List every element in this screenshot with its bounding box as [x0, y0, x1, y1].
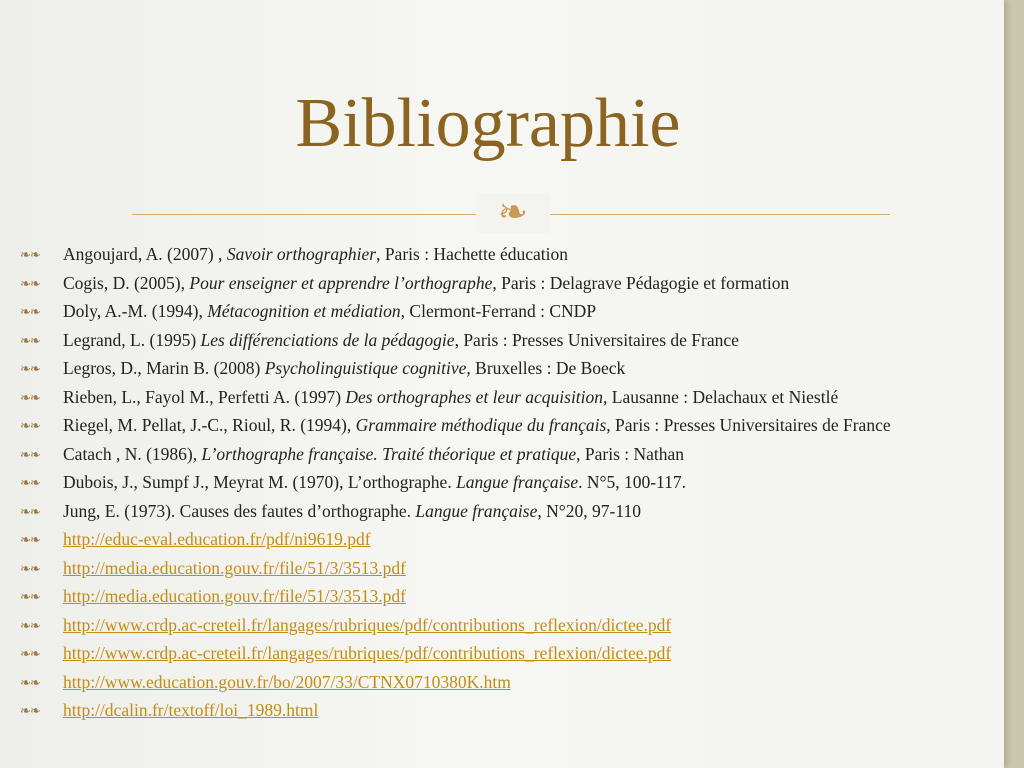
- reference-authors: Cogis, D. (2005),: [63, 272, 190, 293]
- list-item: [20, 557, 995, 580]
- floral-bullet-icon: ❧❧: [20, 390, 40, 406]
- slide-title: Bibliographie: [295, 85, 681, 162]
- floral-bullet-icon: ❧❧: [20, 561, 40, 577]
- list-item: [20, 585, 995, 608]
- floral-bullet-icon: ❧❧: [20, 533, 40, 548]
- list-item: [20, 272, 995, 295]
- reference-authors: Catach , N. (1986),: [63, 443, 202, 464]
- reference-publisher: , Paris : Delagrave Pédagogie et formation: [492, 272, 790, 293]
- floral-bullet-icon: ❧❧: [20, 362, 40, 377]
- reference-title: Pour enseigner et apprendre l’orthographe: [189, 272, 493, 293]
- list-item: [20, 528, 995, 551]
- reference-title: Métacognition et médiation: [207, 301, 401, 321]
- reference-title: Langue française: [456, 472, 579, 492]
- reference-title: Psycholinguistique cognitive: [264, 358, 467, 378]
- reference-title: Savoir orthographier: [226, 244, 377, 264]
- reference-authors: Jung, E. (1973). Causes des fautes d’orthographe.: [63, 500, 416, 521]
- reference-publisher: Lausanne : Delachaux et Niestlé: [607, 386, 839, 407]
- floral-bullet-icon: ❧❧: [20, 647, 40, 662]
- reference-authors: Doly, A.-M. (1994),: [63, 301, 208, 321]
- reference-publisher: , Clermont-Ferrand : CNDP: [400, 301, 597, 321]
- bibliography-list: [20, 243, 995, 728]
- list-item: [20, 329, 995, 352]
- reference-authors: Rieben, L., Fayol M., Perfetti A. (1997): [63, 386, 346, 407]
- floral-bullet-icon: ❧❧: [20, 419, 40, 434]
- reference-authors: Legrand, L. (1995): [63, 329, 201, 350]
- floral-bullet-icon: ❧❧: [20, 276, 40, 292]
- list-item: [20, 443, 995, 466]
- list-item: [20, 471, 995, 494]
- floral-bullet-icon: ❧❧: [20, 333, 40, 349]
- list-item: [20, 300, 995, 323]
- floral-bullet-icon: ❧❧: [20, 447, 40, 463]
- floral-bullet-icon: ❧❧: [20, 704, 40, 719]
- reference-publisher: . N°5, 100-117.: [578, 472, 687, 492]
- reference-title: Les différenciations de la pédagogie: [200, 329, 455, 350]
- list-item: [20, 357, 995, 380]
- floral-bullet-icon: ❧❧: [20, 305, 40, 320]
- reference-link[interactable]: http://educ-eval.education.fr/pdf/ni9619.pdf: [63, 529, 371, 549]
- reference-publisher: , N°20, 97-110: [537, 500, 641, 521]
- floral-bullet-icon: ❧❧: [20, 590, 40, 605]
- reference-authors: Legros, D., Marin B. (2008): [63, 358, 265, 378]
- reference-publisher: , Paris : Presses Universitaires de France: [606, 415, 891, 435]
- floral-bullet-icon: ❧❧: [20, 504, 40, 520]
- list-item: [20, 699, 995, 722]
- list-item: [20, 642, 995, 665]
- floral-bullet-icon: ❧❧: [20, 248, 40, 263]
- reference-link[interactable]: http://dcalin.fr/textoff/loi_1989.html: [63, 700, 319, 720]
- reference-publisher: , Paris : Presses Universitaires de France: [454, 329, 739, 350]
- floral-ornament-icon: ❧: [476, 193, 550, 233]
- floral-bullet-icon: ❧❧: [20, 618, 40, 634]
- reference-link[interactable]: http://media.education.gouv.fr/file/51/3/3513.pdf: [63, 557, 406, 578]
- list-item: [20, 414, 995, 437]
- reference-link[interactable]: http://www.crdp.ac-creteil.fr/langages/rubriques/pdf/contributions_reflexion/dictee.pdf: [63, 643, 672, 663]
- reference-title: Des orthographes et leur acquisition,: [345, 386, 608, 407]
- reference-publisher: , Bruxelles : De Boeck: [466, 358, 626, 378]
- floral-bullet-icon: ❧❧: [20, 476, 40, 491]
- reference-authors: Dubois, J., Sumpf J., Meyrat M. (1970), L’orthographe.: [63, 472, 457, 492]
- list-item: [20, 671, 995, 694]
- reference-authors: Angoujard, A. (2007) ,: [63, 244, 227, 264]
- floral-bullet-icon: ❧❧: [20, 675, 40, 691]
- reference-publisher: , Paris : Hachette éducation: [376, 244, 569, 264]
- list-item: [20, 386, 995, 409]
- reference-authors: Riegel, M. Pellat, J.-C., Rioul, R. (1994),: [63, 415, 356, 435]
- list-item: [20, 614, 995, 637]
- reference-link[interactable]: http://media.education.gouv.fr/file/51/3/3513.pdf: [63, 586, 406, 606]
- reference-title: Langue française: [415, 500, 538, 521]
- reference-publisher: Paris : Nathan: [580, 443, 685, 464]
- list-item: [20, 500, 995, 523]
- reference-title: L’orthographe française. Traité théorique et pratique,: [201, 443, 581, 464]
- reference-title: Grammaire méthodique du français: [355, 415, 607, 435]
- reference-link[interactable]: http://www.crdp.ac-creteil.fr/langages/rubriques/pdf/contributions_reflexion/dictee.pdf: [63, 614, 672, 635]
- reference-link[interactable]: http://www.education.gouv.fr/bo/2007/33/CTNX0710380K.htm: [63, 671, 511, 692]
- list-item: [20, 243, 995, 266]
